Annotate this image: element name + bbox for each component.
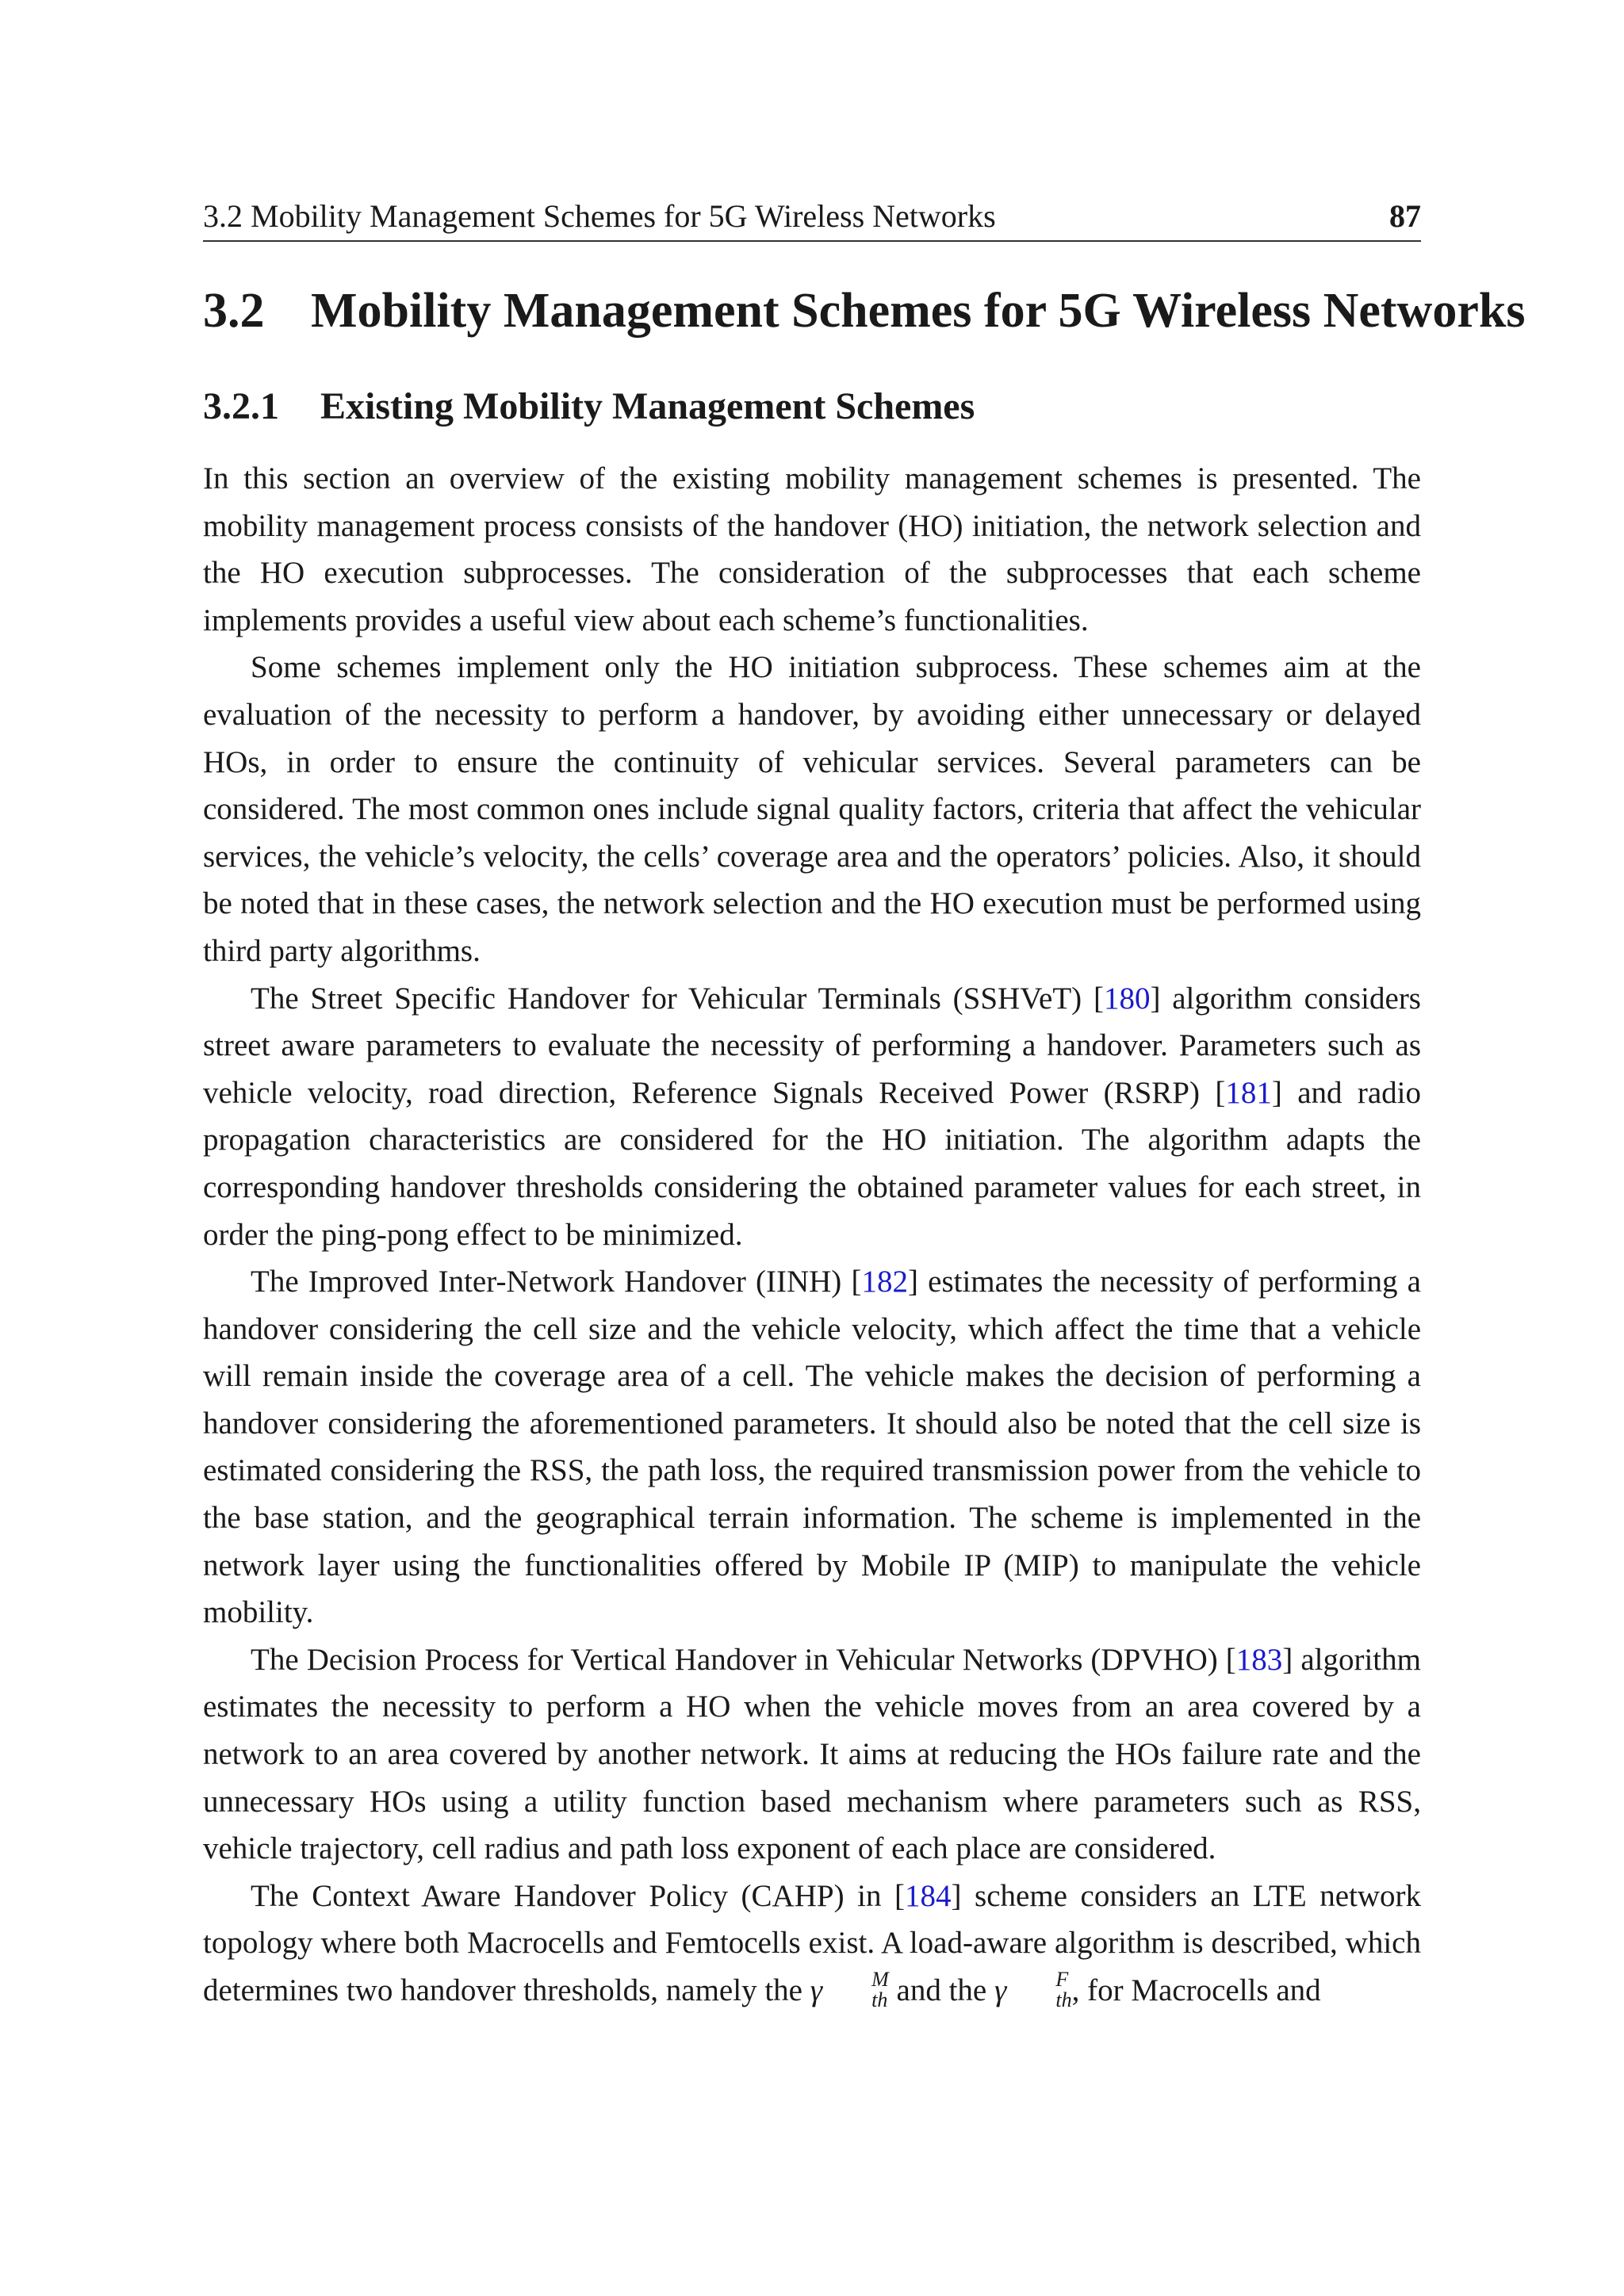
paragraph-5-text-b: ] algorithm estimates the necessity to perform a HO when the vehicle moves from an area covered by a network to an area covered by another network. It aims at reducing the HOs failure rate and the unnecessary HOs using a utility function based mechanism where parameters such as RSS, vehicle trajectory, cell radius and path loss exponent of each place are considered. (203, 1642, 1421, 1866)
running-title: 3.2 Mobility Management Schemes for 5G Wireless Networks (203, 198, 996, 234)
citation-link-184[interactable]: 184 (905, 1878, 952, 1913)
math-gamma-f-sup: F (1055, 1968, 1069, 1991)
section-heading (203, 279, 1525, 342)
paragraph-6-text-b: ] scheme considers an LTE network topology where both Macrocells and Femtocells exist. A load-aware algorithm is described, which determines two handover thresholds, namely the (203, 1878, 1421, 2007)
paragraph-6 (203, 1873, 1421, 2015)
citation-link-180[interactable]: 180 (1103, 981, 1151, 1016)
math-gamma-th-m (810, 1968, 889, 2011)
paragraph-3-text-a: The Street Specific Handover for Vehicular Terminals (SSHVeT) [ (251, 981, 1104, 1016)
math-gamma-m-base: γ (810, 1973, 823, 2007)
citation-link-183[interactable]: 183 (1235, 1642, 1283, 1677)
subsection-heading (203, 379, 975, 434)
paragraph-3-text-b: ] algorithm considers street aware parameters to evaluate the necessity of performing a handover. Parameters such as vehicle velocity, road direction, Reference Signals Received Power (RSRP) [ (203, 981, 1421, 1110)
paragraph-3-text-c: ] and radio propagation characteristics are considered for the HO initiation. The algorithm adapts the corresponding handover thresholds considering the obtained parameter values for each street, in order the ping-pong effect to be minimized. (203, 1075, 1421, 1252)
math-gamma-f-base: γ (994, 1973, 1007, 2007)
math-gamma-m-sub: th (871, 1988, 888, 2011)
paragraph-1: In this section an overview of the existing mobility management schemes is presented. The mobility management process consists of the handover (HO) initiation, the network selection and the HO execution subprocesses. The consideration of the subprocesses that each scheme implements provides a useful view about each scheme’s functionalities. (203, 461, 1421, 637)
subsection-title: Existing Mobility Management Schemes (320, 385, 975, 427)
running-header (203, 193, 1421, 242)
math-gamma-th-f (994, 1968, 1072, 2011)
paragraph-2: Some schemes implement only the HO initiation subprocess. These schemes aim at the evaluation of the necessity to perform a handover, by avoiding either unnecessary or delayed HOs, in order to ensure the continuity of vehicular services. Several parameters can be considered. The most common ones include signal quality factors, criteria that affect the vehicular services, the vehicle’s velocity, the cells’ coverage area and the operators’ policies. Also, it should be noted that in these cases, the network selection and the HO execution must be performed using third party algorithms. (203, 650, 1421, 968)
paragraph-5-text-a: The Decision Process for Vertical Handover in Vehicular Networks (DPVHO) [ (251, 1642, 1236, 1677)
paragraph-6-text-c: and the (888, 1973, 994, 2007)
paragraph-6-text-a: The Context Aware Handover Policy (CAHP) in [ (251, 1878, 905, 1913)
paragraph-4-text-a: The Improved Inter-Network Handover (IINH) [ (251, 1265, 862, 1299)
paragraph-6-text-d: , for Macrocells and (1071, 1973, 1321, 2007)
math-gamma-f-sub: th (1055, 1988, 1072, 2011)
page-number: 87 (1389, 198, 1421, 234)
math-gamma-m-sup: M (871, 1968, 889, 1991)
paragraph-4 (203, 1258, 1421, 1636)
citation-link-181[interactable]: 181 (1225, 1075, 1272, 1110)
paragraph-3 (203, 975, 1421, 1259)
subsection-number: 3.2.1 (203, 385, 279, 427)
paragraph-4-text-b: ] estimates the necessity of performing a handover considering the cell size and the vehicle velocity, which affect the time that a vehicle will remain inside the coverage area of a cell. The vehicle makes the decision of performing a handover considering the aforementioned parameters. It should also be noted that the cell size is estimated considering the RSS, the path loss, the required transmission power from the vehicle to the base station, and the geographical terrain information. The scheme is implemented in the network layer using the functionalities offered by Mobile IP (MIP) to manipulate the vehicle mobility. (203, 1265, 1421, 1630)
paragraph-5 (203, 1636, 1421, 1873)
section-number: 3.2 (203, 284, 265, 338)
citation-link-182[interactable]: 182 (861, 1265, 908, 1299)
section-title: Mobility Management Schemes for 5G Wireless Networks (311, 284, 1526, 338)
body-text (203, 455, 1421, 2015)
